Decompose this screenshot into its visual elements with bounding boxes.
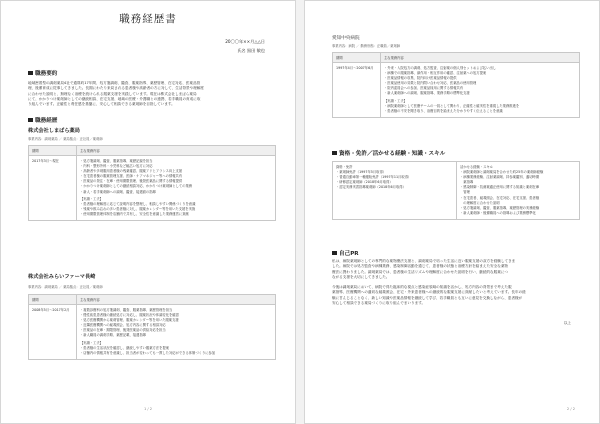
pr-heading (332, 249, 359, 257)
job-item: ・医薬品の発注・在庫・使用期限管理、後発医薬品に関する情報提供 (80, 179, 183, 184)
achievements-label: 【実績・工夫】 (80, 196, 104, 201)
pr-line: 安心して相談できる薬局づくりに取り組んでまいります。 (332, 301, 426, 306)
achievements-label: 【実績・工夫】 (80, 340, 104, 345)
pr-line: ながる支援を大切にしてきました。 (332, 274, 390, 279)
job-item: ・医薬品使用の効果と院内問い合わせ対応、医薬品の使用管理 (384, 81, 477, 86)
job-content (77, 156, 276, 221)
skills-table (332, 161, 580, 220)
skills-heading-text: 資格・免許／活かせる経験・知識・スキル (339, 151, 446, 157)
summary-line: にて、かかりつけ薬剤師としての継続相談、在宅支援、地域の医療・介護職との連携、若手職員の育成に取 (28, 96, 201, 101)
job-item: ・新人職員の調剤手順、薬歴記載、接遇指導 (80, 333, 146, 338)
achievement-item: ・患者様の理解度に応じて説明内容を整理し、相談しやすい関係づくりを意識 (80, 201, 196, 206)
experience-item: ・処方箋調剤、鑑査、服薬指導、薬歴管理の実務経験 (460, 205, 540, 210)
column-header-content: 主な業務内容 (381, 53, 580, 63)
pr-text (332, 259, 582, 306)
experience-item: ・病棟業務経験、注射薬調剤、持参薬鑑別、適切時期 (460, 175, 540, 180)
job-content (381, 63, 580, 118)
career-heading (28, 116, 57, 124)
job-item: ・内科・整形外科・小児科など幅広い処方に対応 (80, 164, 153, 169)
job-item: ・高齢者や多剤服用患者様の残薬確認、服薬アドヒアランス向上支援 (80, 169, 183, 174)
achievement-item: ・使用期限管理体制を店舗内で共有し、安全性を意識した業務運営に貢献 (80, 211, 189, 216)
company-meta: 事業内容：調剤薬局 ／ 薬局拠点：正社員／薬剤師 (28, 137, 103, 141)
job-item: ・新人・若手薬剤師への調剤、鑑査、接遇面の指導 (80, 189, 156, 194)
summary-line: に合わせた説明と、無理なく治療を続けられる服薬支援を実践しています。現在は株式会社しまばら薬局 (28, 91, 197, 96)
job-item: ・複数診療科の処方箋調剤、鑑査、服薬指導、薬歴管理を担当 (80, 308, 173, 312)
achievement-item: ・患者様の不安を聞き取り、治療目的を踏まえた分かりやすく伝えることを意識 (384, 108, 503, 113)
company-name: 株式会社しまばら薬局 (28, 128, 80, 134)
achievement-item: ・患者様の生活状況を確認し、継続しやすい服薬方法を提案 (80, 345, 170, 350)
column-header-period: 期間 (29, 295, 77, 305)
qualification-item: ・研修認定薬剤師（2018年6月取得） (336, 180, 393, 185)
company-name: 株式会社みらいファーマ長崎 (28, 274, 96, 280)
pr-heading-text: 自己PR (339, 251, 359, 257)
experience-item: ・病院薬剤師と調剤薬局を合わせた約25年の薬剤師経験 (460, 170, 544, 175)
job-item: ・処方箋調剤、鑑査、服薬指導、薬歴記録を担当 (80, 159, 153, 163)
experience-item: ・新人薬剤師・後輩職員への指導および業務標準化 (460, 210, 536, 215)
pr-line: 療法に携わりました。調剤薬局では、患者様の生活リズムや理解度に合わせた説明を行い、継続的な服薬につ (332, 269, 508, 274)
summary-line: 地域密着型の調剤薬局4社で通算約17年間、処方箋調剤、鑑査、服薬指導、薬歴管理、在宅対応、医薬品管 (28, 81, 201, 85)
job-item: ・医薬品の在庫・期限管理、後発医薬品の供給対応を担当 (80, 328, 166, 333)
applicant-name: 氏名 黒田 敏也 (237, 48, 265, 53)
achievement-item: ・残薬や飲み忘れの多い患者様に対し、服薬カレンダー等を用いた支援を実施 (80, 206, 196, 211)
summary-text (28, 81, 273, 107)
career-heading-text: 職務経歴 (35, 118, 58, 124)
document-title: 職務経歴書 (119, 13, 177, 25)
page-1 (0, 0, 296, 424)
job-item: ・近隣医療機関への疑義照会、処方内容に関する相談対応 (80, 323, 166, 328)
experience-cell (457, 162, 580, 220)
page-number: 1 / 2 (143, 407, 153, 411)
job-content (77, 305, 276, 360)
experience-item: 管理 (460, 190, 470, 195)
qualification-item: ・普通自動車第一種運転免許（1997年11月取得） (336, 175, 412, 180)
pr-line: 今後は調剤薬局において、病院で得た臨床的な視点と感染症領域の知識を活かし、処方内容の背景まで考えた服 (332, 285, 512, 290)
company-meta: 事業内容：調剤薬局 ／ 薬局拠点：正社員／薬剤師 (28, 285, 103, 289)
job-item: ・在宅患者様の服薬管理支援、医師・ケアマネジャー等への情報共有 (80, 174, 183, 179)
pr-line: 私は、病院薬剤師としての専門的な薬物療法支援と、調剤薬局で培った生活に近い服薬支援の双方を経験してきま (332, 259, 516, 263)
summary-heading (28, 69, 57, 77)
job-item: ・病棟での服薬指導、副作用・相互作用の確認、注射薬への処方提案 (384, 71, 487, 76)
pr-line: した。病院では処方監査や病棟業務、感染制御活動を通じて、患者様の状態と治療方針を踏まえた安全な薬物 (332, 264, 509, 269)
column-header-period: 期間 (29, 146, 77, 156)
document-date: 20〇〇年××月△△日 (225, 39, 265, 44)
qualifications-cell (333, 162, 457, 220)
job-item: ・外来・入院処方の調剤、処方監査、注射薬の個人別セットおよび払い出し (384, 66, 497, 70)
job-item: ・処方医療機関から薬剤管理、服薬カレンダー等を用いた服薬支援 (80, 318, 179, 323)
job-item: ・院内委員会への参加、医薬品採用に関する情報共有 (384, 86, 464, 91)
job-table (28, 294, 276, 360)
job-table (28, 145, 276, 221)
column-header-period: 期間 (333, 53, 381, 63)
qualification-item: ・認定実務実習指導薬剤師（2018年6月取得） (336, 185, 406, 190)
company-name: 愛知中央病院 (332, 36, 360, 41)
job-table (332, 52, 580, 118)
job-item: ・かかりつけ薬剤師としての継続相談対応、かかりつけ薬剤師としての業務 (80, 184, 193, 189)
square-bullet-icon (28, 71, 33, 76)
summary-heading-text: 職務要約 (35, 71, 58, 77)
skills-heading (332, 149, 445, 157)
job-item: ・慢性疾患患者様の継続処方に対応し、服薬状況や体調変化を確認 (80, 313, 179, 318)
pr-line: 薬指導、医療機関への適切な疑義照会、在宅・外来患者様への継続的な服薬支援に貢献したいと考えています。長年の経 (332, 290, 526, 295)
job-item: ・新人薬剤師への調剤、服薬指導、業務手順の標準化支援 (384, 91, 470, 96)
summary-line: 理、後輩育成に従事してきました。長期にわたり来局される患者様や高齢者の方に対して、生活背景や理解度 (28, 86, 205, 91)
experience-item: ・感染制御・抗菌薬適正使用に関する知識と薬剤在庫 (460, 185, 540, 190)
pr-line: 験に甘んじることなく、新しい知識や医薬品情報を継続して学び、若手職員とも互いに意見を交換しながら、患者様が (332, 295, 523, 300)
company-meta: 事業内容：病院 ／ 勤務形態：正職員／薬剤師 (332, 44, 401, 48)
summary-line: り組んでいます。正確性と責任感を基盤に、安心して相談できる薬剤師を目指しています。 (28, 102, 175, 107)
page-number: 2 / 2 (566, 407, 575, 411)
experience-item: の理解度に合わせた説明 (460, 200, 500, 205)
experience-label: 活かせる経験・スキル (460, 165, 493, 169)
job-period: 2017年3月〜現在 (29, 156, 77, 221)
achievements-label: 【実績・工夫】 (384, 98, 408, 103)
column-header-content: 主な業務内容 (77, 295, 276, 305)
job-period: 2008年5月〜2017年2月 (29, 305, 77, 360)
square-bullet-icon (332, 151, 337, 156)
experience-item: 薬指導 (460, 180, 474, 185)
qualification-item: ・薬剤師免許（1997年5月取得） (336, 170, 387, 175)
achievement-item: ・病院薬剤師として医療チームの一員として関わり、正確性と確実性を重視した業務推進を (384, 103, 520, 108)
square-bullet-icon (28, 118, 33, 123)
column-header-content: 主な業務内容 (77, 146, 276, 156)
experience-item: ・在宅患者、疑義照会、在宅対応、在宅支援、患者様 (460, 195, 540, 200)
achievement-item: ・店舗内の情報共有を意識し、担当者が変わっても一貫した対応ができる体制づくりに参加 (80, 350, 216, 355)
job-period: 1997年4月〜2007年6月 (333, 63, 381, 118)
job-item: ・医薬品情報の収集、院内向け医薬品情報の提供 (384, 76, 457, 81)
square-bullet-icon (332, 251, 337, 256)
closing-text: 以上 (563, 321, 571, 325)
qualifications-label: 資格・免許 (336, 165, 353, 169)
page-2 (304, 0, 600, 424)
